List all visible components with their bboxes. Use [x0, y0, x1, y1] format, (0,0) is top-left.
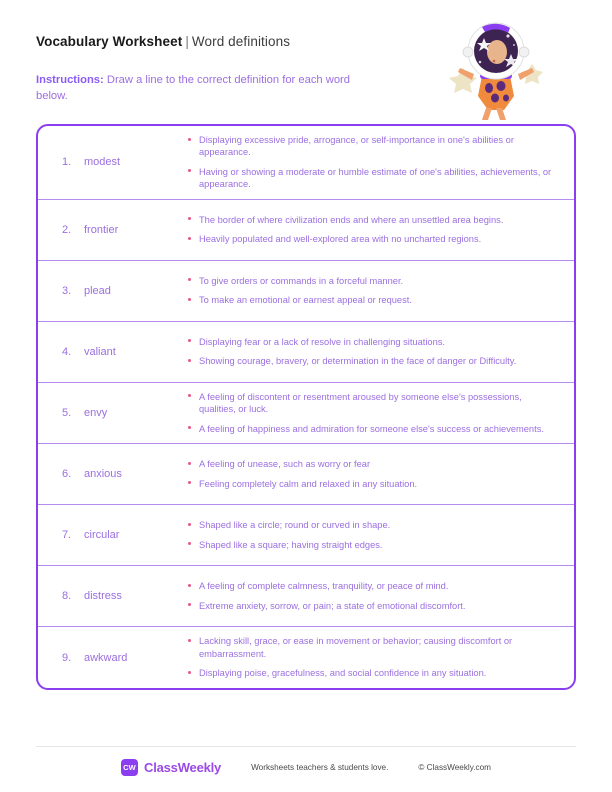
definitions-cell — [188, 200, 574, 260]
word-label: frontier — [84, 223, 119, 236]
definition-text: Shaped like a circle; round or curved in shape. — [199, 520, 391, 531]
definition-option[interactable] — [188, 355, 560, 367]
word-label: modest — [84, 156, 121, 169]
table-row[interactable] — [38, 627, 574, 688]
definition-text: A feeling of happiness and admiration for someone else's success or achievements. — [199, 423, 544, 434]
brand-name: ClassWeekly — [144, 760, 222, 775]
definition-text: To make an emotional or earnest appeal or request. — [199, 295, 412, 306]
word-cell — [38, 505, 188, 565]
word-number: 2. — [62, 223, 72, 236]
bullet-icon — [188, 539, 199, 546]
definition-option[interactable] — [188, 294, 560, 306]
table-row[interactable] — [38, 126, 574, 200]
bullet-icon — [188, 423, 199, 430]
definition-option[interactable] — [188, 580, 560, 592]
definition-option[interactable] — [188, 423, 560, 435]
definitions-cell — [188, 322, 574, 382]
bullet-icon — [188, 166, 199, 173]
footer-copyright: © ClassWeekly.com — [418, 763, 491, 772]
vocabulary-table — [36, 124, 576, 690]
definition-option[interactable] — [188, 458, 560, 470]
bullet-icon — [188, 391, 199, 398]
definition-option[interactable] — [188, 134, 560, 159]
astronaut-illustration — [444, 18, 548, 122]
title-separator: | — [185, 34, 189, 49]
bullet-icon — [188, 233, 199, 240]
brand-logo[interactable] — [121, 759, 221, 776]
table-row[interactable] — [38, 383, 574, 444]
word-label: anxious — [84, 468, 122, 481]
word-cell — [38, 627, 188, 688]
bullet-icon — [188, 275, 199, 282]
definition-option[interactable] — [188, 539, 560, 551]
definitions-cell — [188, 627, 574, 688]
definitions-cell — [188, 444, 574, 504]
table-row[interactable] — [38, 261, 574, 322]
table-row[interactable] — [38, 200, 574, 261]
definition-text: Lacking skill, grace, or ease in movement or behavior; causing discomfort or embarrassment. — [199, 636, 513, 659]
definition-option[interactable] — [188, 667, 560, 679]
word-number: 7. — [62, 529, 72, 542]
table-row[interactable] — [38, 444, 574, 505]
word-cell — [38, 200, 188, 260]
word-number: 5. — [62, 406, 72, 419]
page-footer — [36, 746, 576, 776]
bullet-icon — [188, 667, 199, 674]
word-number: 1. — [62, 156, 72, 169]
definition-option[interactable] — [188, 336, 560, 348]
classweekly-badge-icon: CW — [121, 759, 138, 776]
footer-tagline: Worksheets teachers & students love. — [251, 763, 389, 772]
definition-option[interactable] — [188, 600, 560, 612]
definition-text: Extreme anxiety, sorrow, or pain; a state of emotional discomfort. — [199, 600, 466, 611]
definitions-cell — [188, 261, 574, 321]
definition-text: Displaying fear or a lack of resolve in challenging situations. — [199, 336, 445, 347]
word-cell — [38, 322, 188, 382]
word-label: valiant — [84, 345, 116, 358]
bullet-icon — [188, 134, 199, 141]
word-number: 6. — [62, 468, 72, 481]
definition-text: The border of where civilization ends and where an unsettled area begins. — [199, 214, 504, 225]
definition-text: Heavily populated and well-explored area with no uncharted regions. — [199, 234, 482, 245]
definition-text: Showing courage, bravery, or determination in the face of danger or Difficulty. — [199, 356, 517, 367]
word-label: circular — [84, 529, 120, 542]
definition-option[interactable] — [188, 519, 560, 531]
definition-text: A feeling of complete calmness, tranquility, or peace of mind. — [199, 581, 449, 592]
word-cell — [38, 444, 188, 504]
definition-option[interactable] — [188, 214, 560, 226]
definitions-cell — [188, 566, 574, 626]
definition-text: Shaped like a square; having straight edges. — [199, 539, 383, 550]
table-row[interactable] — [38, 322, 574, 383]
bullet-icon — [188, 580, 199, 587]
word-cell — [38, 126, 188, 199]
definition-option[interactable] — [188, 275, 560, 287]
word-number: 3. — [62, 284, 72, 297]
bullet-icon — [188, 336, 199, 343]
definition-text: Having or showing a moderate or humble estimate of one's abilities, achievements, or appearance. — [199, 166, 552, 190]
definition-option[interactable] — [188, 635, 560, 660]
word-label: envy — [84, 406, 108, 419]
title-main: Vocabulary Worksheet — [36, 34, 183, 49]
definitions-cell — [188, 383, 574, 443]
title-subtitle: Word definitions — [191, 34, 291, 49]
word-number: 8. — [62, 590, 72, 603]
page-header — [36, 0, 576, 116]
definition-text: To give orders or commands in a forceful manner. — [199, 275, 404, 286]
definition-option[interactable] — [188, 166, 560, 191]
bullet-icon — [188, 294, 199, 301]
definition-text: A feeling of discontent or resentment aroused by someone else's possessions, qualities, or luck. — [199, 391, 522, 415]
word-number: 4. — [62, 345, 72, 358]
instructions-text: Draw a line to the correct definition for each word below. — [36, 74, 350, 103]
bullet-icon — [188, 519, 199, 526]
table-row[interactable] — [38, 505, 574, 566]
instructions — [36, 72, 376, 104]
definition-text: Displaying poise, gracefulness, and social confidence in any situation. — [199, 668, 487, 679]
bullet-icon — [188, 478, 199, 485]
bullet-icon — [188, 355, 199, 362]
definitions-cell — [188, 505, 574, 565]
definition-text: Displaying excessive pride, arrogance, or self-importance in one's abilities or appearance. — [199, 135, 514, 158]
bullet-icon — [188, 214, 199, 221]
definition-text: A feeling of unease, such as worry or fear — [199, 459, 371, 470]
footer-content — [36, 747, 576, 776]
definition-option[interactable] — [188, 233, 560, 245]
definitions-cell — [188, 126, 574, 199]
definition-option[interactable] — [188, 391, 560, 416]
word-label: distress — [84, 590, 122, 603]
bullet-icon — [188, 600, 199, 607]
table-row[interactable] — [38, 566, 574, 627]
word-label: plead — [84, 284, 111, 297]
word-number: 9. — [62, 651, 72, 664]
bullet-icon — [188, 458, 199, 465]
definition-option[interactable] — [188, 478, 560, 490]
definition-text: Feeling completely calm and relaxed in any situation. — [199, 478, 418, 489]
word-cell — [38, 566, 188, 626]
bullet-icon — [188, 635, 199, 642]
word-cell — [38, 261, 188, 321]
instructions-label: Instructions: — [36, 74, 104, 86]
word-label: awkward — [84, 651, 128, 664]
word-cell — [38, 383, 188, 443]
